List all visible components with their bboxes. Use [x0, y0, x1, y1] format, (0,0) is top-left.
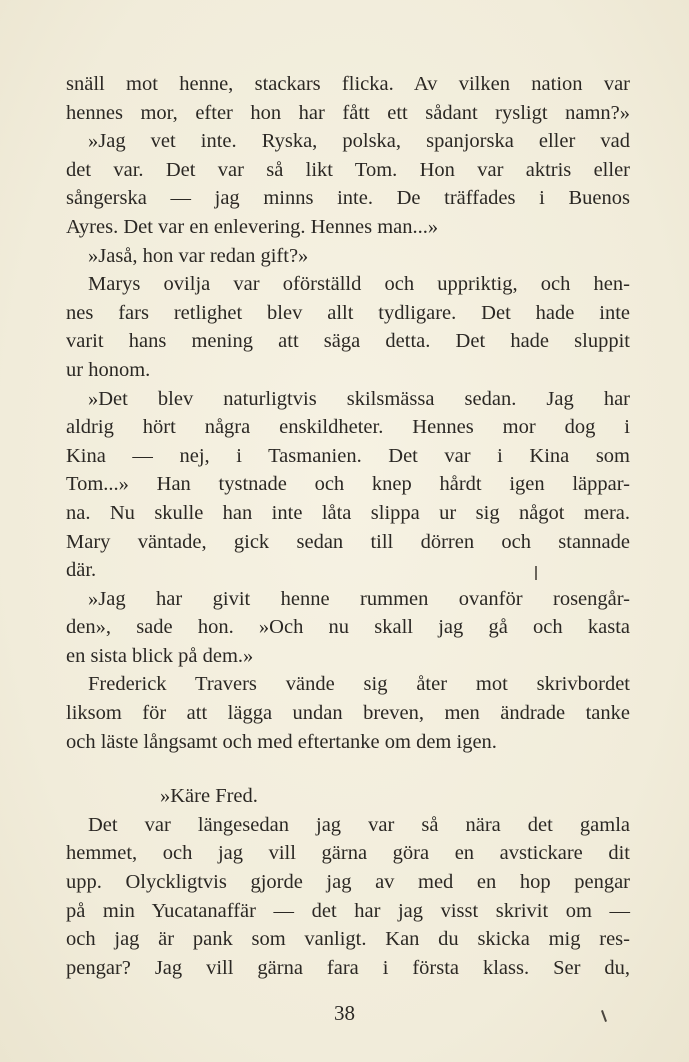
text-line: »Jag vet inte. Ryska, polska, spanjorska eller vad [88, 130, 630, 153]
text-line: varit hans mening att säga detta. Det hade sluppit [66, 330, 630, 353]
text-line: Kina — nej, i Tasmanien. Det var i Kina som [66, 444, 630, 467]
text-line: aldrig hört några enskildheter. Hennes mor dog i [66, 416, 630, 439]
text-line: det var. Det var så likt Tom. Hon var aktris eller [66, 158, 630, 181]
text-line: na. Nu skulle han inte låta slippa ur sig något mera. [66, 501, 630, 524]
text-line: hemmet, och jag vill gärna göra en avstickare dit [66, 842, 630, 865]
text-line: på min Yucatanaffär — det har jag visst skrivit om — [66, 899, 630, 922]
text-line: Frederick Travers vände sig åter mot skrivbordet [88, 673, 630, 696]
text-line: där. [66, 559, 97, 582]
text-line: hennes mor, efter hon har fått ett sådant rysligt namn?» [66, 101, 630, 124]
text-line: snäll mot henne, stackars flicka. Av vilken nation var [66, 73, 630, 95]
text-line: och läste långsamt och med eftertanke om dem igen. [66, 730, 497, 753]
text-line: och jag är pank som vanligt. Kan du skicka mig res- [66, 928, 630, 951]
text-line: Mary väntade, gick sedan till dörren och stannade [66, 530, 630, 553]
text-line: Det var längesedan jag var så nära det gamla [88, 813, 630, 836]
text-line: »Jag har givit henne rummen ovanför rosengår- [88, 587, 630, 610]
paragraph-gap [66, 756, 630, 782]
text-line: Ayres. Det var en enlevering. Hennes man...» [66, 215, 439, 238]
page-number: 38 [334, 1001, 355, 1025]
text-line: liksom för att lägga undan breven, men ändrade tanke [66, 702, 630, 725]
text-line: »Det blev naturligtvis skilsmässa sedan. Jag har [88, 387, 630, 410]
text-line: den», sade hon. »Och nu skall jag gå och kasta [66, 616, 630, 639]
body-text [66, 70, 630, 982]
text-line: en sista blick på dem.» [66, 644, 254, 667]
text-line: Tom...» Han tystnade och knep hårdt igen läppar- [66, 473, 630, 496]
stray-mark [535, 566, 537, 580]
text-line: »Jaså, hon var redan gift?» [88, 244, 309, 267]
text-line: upp. Olyckligtvis gjorde jag av med en hop pengar [66, 871, 630, 894]
text-line: nes fars retlighet blev allt tydligare. Det hade inte [66, 301, 630, 324]
text-line: pengar? Jag vill gärna fara i första klass. Ser du, [66, 956, 630, 979]
text-line: Marys ovilja var oförställd och uppriktig, och hen- [88, 273, 630, 296]
text-line: ur honom. [66, 358, 151, 381]
letter-salutation: »Käre Fred. [160, 785, 258, 808]
text-line: sångerska — jag minns inte. De träffades i Buenos [66, 187, 630, 210]
